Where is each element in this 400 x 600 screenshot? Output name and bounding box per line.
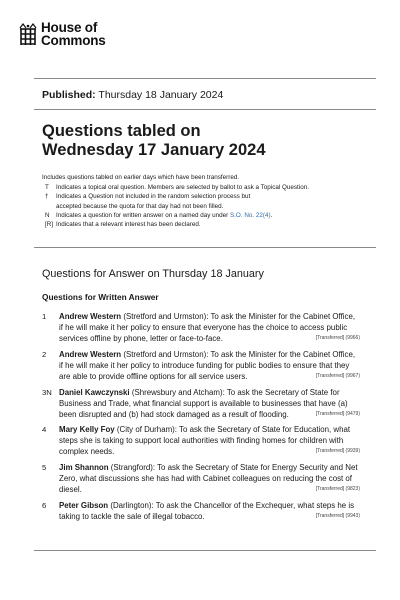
transfer-ref: [Transferred] (9939) xyxy=(315,448,360,454)
member-name: Andrew Western xyxy=(59,350,122,359)
question-text: To ask the Minister for the Cabinet Office, if he will make it her policy to introduce funding for public bodies to ensure that they are able to provide offline options for all service users. xyxy=(59,350,356,381)
question-item xyxy=(42,349,360,382)
key-item xyxy=(42,192,372,210)
question-number: 3N xyxy=(42,388,52,397)
member-constituency: (Stretford and Urmston): xyxy=(123,312,209,321)
transfer-ref: [Transferred] (9479) xyxy=(315,411,360,417)
published-divider xyxy=(34,109,376,110)
question-item xyxy=(42,500,360,522)
member-name: Jim Shannon xyxy=(59,463,109,472)
key-item xyxy=(42,220,372,229)
key-intro: Includes questions tabled on earlier days which have been transferred. xyxy=(42,174,240,181)
question-item xyxy=(42,387,360,420)
key-symbol: [R] xyxy=(45,221,54,229)
question-number: 1 xyxy=(42,312,47,321)
key-symbol: † xyxy=(45,193,49,201)
title-line2: Wednesday 17 January 2024 xyxy=(42,141,266,159)
symbol-key xyxy=(42,173,372,229)
title-line1: Questions tabled on xyxy=(42,122,201,140)
standing-order-link[interactable]: S.O. No. 22(4) xyxy=(229,211,271,219)
question-item xyxy=(42,311,360,344)
member-name: Daniel Kawczynski xyxy=(59,388,130,397)
question-text: To ask the Minister for the Cabinet Office, if he will make it her policy to ensure that everyone has the choice to access public services offline by phone, letter or face-to-face. xyxy=(59,312,356,343)
question-text: To ask the Secretary of State for Business and Trade, what financial support is available to businesses that have (a) been disrupted and (b) had stock damaged as a result of flooding. xyxy=(59,388,348,419)
section-heading: Questions for Answer on Thursday 18 January xyxy=(42,268,264,280)
member-constituency: (Darlington): xyxy=(110,501,154,510)
key-item xyxy=(42,211,372,220)
transfer-ref: [Transferred] (9943) xyxy=(315,513,360,519)
logo-line1: House of xyxy=(41,20,98,35)
key-symbol: T xyxy=(45,184,49,192)
questions-list xyxy=(42,311,360,522)
member-constituency: (City of Durham): xyxy=(116,425,177,434)
transfer-ref: [Transferred] (9967) xyxy=(315,373,360,379)
published-line xyxy=(42,89,223,101)
published-date: Thursday 18 January 2024 xyxy=(98,89,224,101)
member-constituency: (Strangford): xyxy=(110,463,156,472)
key-text: Indicates a question for written answer on a named day under xyxy=(56,211,229,219)
member-name: Andrew Western xyxy=(59,312,122,321)
question-item xyxy=(42,462,360,495)
question-item xyxy=(42,424,360,457)
portcullis-icon xyxy=(18,23,38,47)
key-text: Indicates a Question not included in the random selection process but accepted because the quota for that day had not been filled. xyxy=(56,193,251,210)
key-text: Indicates a topical oral question. Members are selected by ballot to ask a Topical Question. xyxy=(56,184,309,192)
question-number: 6 xyxy=(42,501,47,510)
member-name: Mary Kelly Foy xyxy=(59,425,115,434)
question-text: To ask the Secretary of State for Education, what steps she is taking to support local authorities with finding homes for children with complex needs. xyxy=(59,425,351,456)
member-constituency: (Shrewsbury and Atcham): xyxy=(131,388,225,397)
top-divider xyxy=(34,78,376,79)
transfer-ref: [Transferred] (9823) xyxy=(315,486,360,492)
published-label: Published: xyxy=(42,89,96,101)
question-number: 5 xyxy=(42,463,47,472)
section-subheading: Questions for Written Answer xyxy=(42,292,159,302)
key-item xyxy=(42,183,372,192)
question-text: To ask the Chancellor of the Exchequer, what steps he is taking to tackle the sale of illegal tobacco. xyxy=(59,501,355,521)
member-constituency: (Stretford and Urmston): xyxy=(123,350,209,359)
question-number: 2 xyxy=(42,350,47,359)
key-symbol: N xyxy=(45,211,50,219)
question-number: 4 xyxy=(42,425,47,434)
key-text: Indicates that a relevant interest has been declared. xyxy=(56,221,201,229)
key-divider xyxy=(34,247,376,248)
house-of-commons-logo xyxy=(18,22,106,47)
bottom-divider xyxy=(34,550,376,551)
question-text: To ask the Secretary of State for Energy Security and Net Zero, what discussions she has had with Cabinet colleagues on reducing the cost of diesel. xyxy=(59,463,358,494)
transfer-ref: [Transferred] (9966) xyxy=(315,335,360,341)
page-title xyxy=(42,122,266,160)
member-name: Peter Gibson xyxy=(59,501,109,510)
key-suffix: . xyxy=(270,211,273,219)
logo-line2: Commons xyxy=(41,32,106,48)
